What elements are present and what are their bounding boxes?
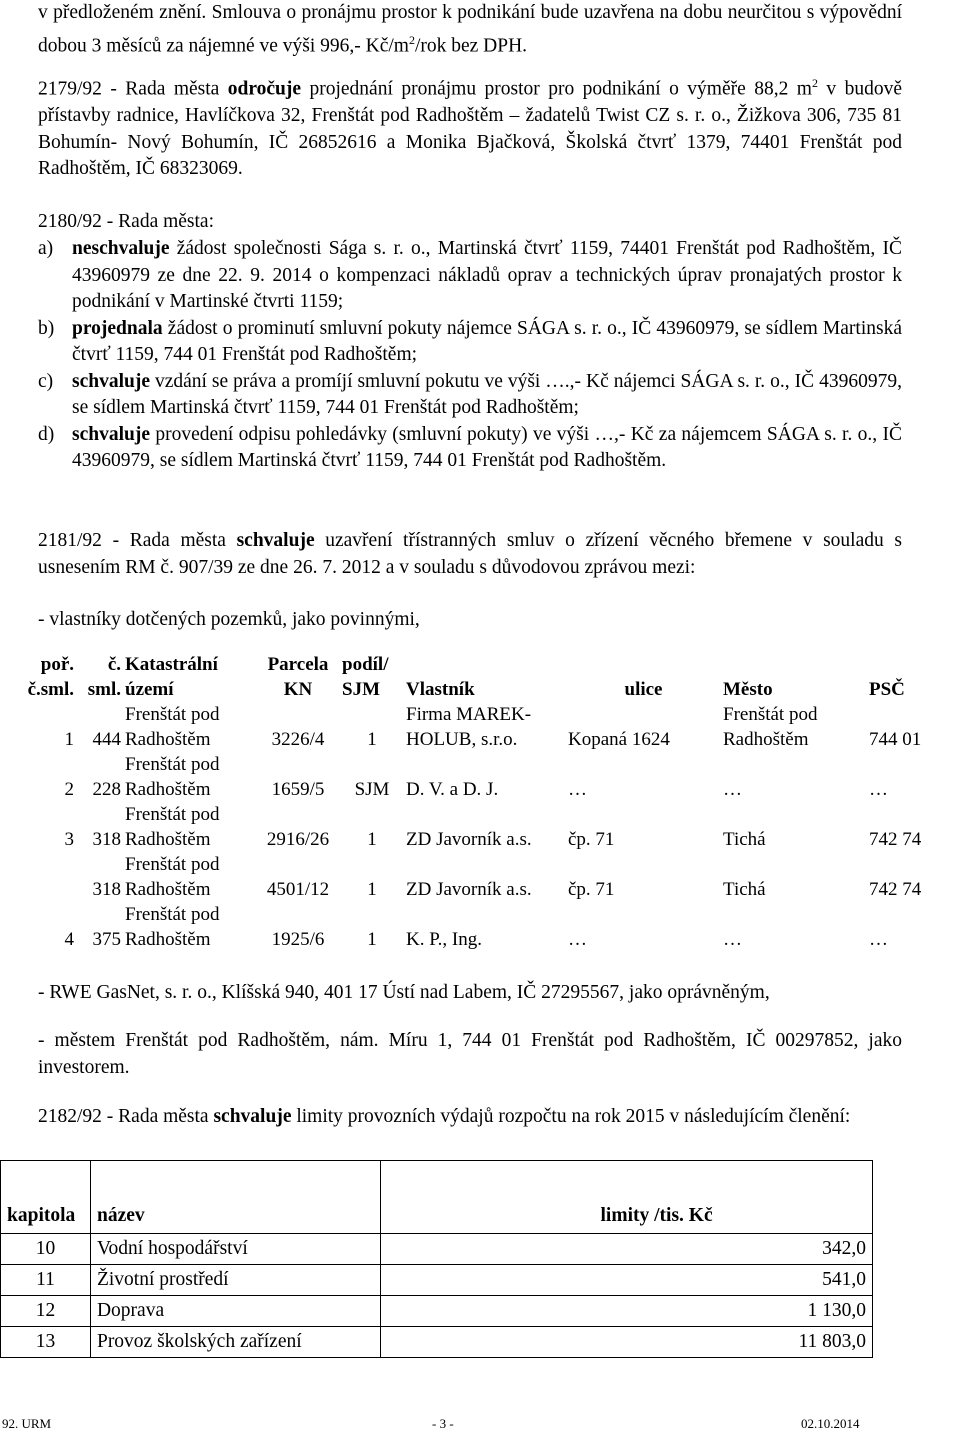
table-row xyxy=(0,702,960,752)
cell: Doprava xyxy=(90,1296,380,1327)
cell: … xyxy=(568,779,587,800)
header-cell: název xyxy=(90,1161,380,1234)
cadastral-table xyxy=(0,652,960,952)
item-text: provedení odpisu pohledávky (smluvní pokuty) ve výši …,- Kč za nájemcem SÁGA s. r. o., IČ 43960979, se sídlem Martinská čtvrť 1159, 744 01 Frenštát pod Radhoštěm. xyxy=(72,423,902,471)
party-line-city: - městem Frenštát pod Radhoštěm, nám. Míru 1, 744 01 Frenštát pod Radhoštěm, IČ 00297852, jako investorem. xyxy=(38,1030,902,1078)
cell: 3226/4 xyxy=(271,729,325,750)
cell: 1 xyxy=(367,829,377,850)
cell: 4 xyxy=(64,929,74,950)
resolution-2179-number: 2179/92 - Rada města xyxy=(38,78,228,100)
cell: čp. 71 xyxy=(568,879,615,900)
header-cell: Město xyxy=(723,679,773,700)
resolution-2181 xyxy=(38,528,902,581)
cell: 744 01 xyxy=(869,729,922,750)
cell: Životní prostředí xyxy=(90,1265,380,1296)
cell: 12 xyxy=(1,1296,91,1327)
intro-text: v předloženém znění. Smlouva o pronájmu prostor k podnikání bude uzavřena na dobu neurčitou s výpovědní dobou 3 měsíců za nájemné ve výši 996,- Kč/m xyxy=(38,2,902,56)
table-row xyxy=(0,802,960,852)
cell: 3 xyxy=(64,829,74,850)
header-cell: Katastrální území xyxy=(125,654,218,700)
item-label: c) xyxy=(38,370,54,392)
resolution-2182-number: 2182/92 - Rada města xyxy=(38,1106,214,1127)
resolution-2179-sup: 2 xyxy=(811,76,818,90)
item-verb: neschvaluje xyxy=(72,238,170,259)
resolution-2182-text: limity provozních výdajů rozpočtu na rok 2015 v následujícím členění: xyxy=(291,1106,851,1127)
intro-paragraph xyxy=(38,0,902,60)
intro-sup: 2 xyxy=(408,32,415,47)
header-cell: ulice xyxy=(624,679,663,700)
header-cell: PSČ xyxy=(869,679,905,700)
cell: SJM xyxy=(354,779,390,800)
table-row xyxy=(0,752,960,802)
cell: … xyxy=(723,779,742,800)
resolution-2182 xyxy=(38,1104,902,1131)
cell: 375 xyxy=(92,929,121,950)
cell: 742 74 xyxy=(869,829,922,850)
header-cell: č. sml. xyxy=(87,654,121,700)
list-item xyxy=(38,316,902,369)
item-verb: schvaluje xyxy=(72,370,150,392)
intro-end: /rok bez DPH. xyxy=(414,35,528,56)
cell: 541,0 xyxy=(380,1265,872,1296)
list-item xyxy=(38,369,902,422)
cell: 1 xyxy=(367,729,377,750)
footer-page-number: - 3 - xyxy=(432,1416,454,1431)
cell: ZD Javorník a.s. xyxy=(406,879,532,900)
cell: Vodní hospodářství xyxy=(90,1234,380,1265)
cell: 11 xyxy=(1,1265,91,1296)
cell: 13 xyxy=(1,1327,91,1358)
table-row xyxy=(1,1327,873,1358)
cell: Frenštát pod Radhoštěm xyxy=(125,854,220,900)
table-row xyxy=(0,902,960,952)
cell: 4501/12 xyxy=(266,879,330,900)
cell: Firma MAREK-HOLUB, s.r.o. xyxy=(406,704,532,750)
table-row xyxy=(0,852,960,902)
cell: 1 130,0 xyxy=(380,1296,872,1327)
cell: 318 xyxy=(92,879,121,900)
resolution-2179-verb: odročuje xyxy=(227,78,302,100)
cell: D. V. a D. J. xyxy=(406,779,499,800)
resolution-2180-heading: 2180/92 - Rada města: xyxy=(38,211,215,232)
header-cell: kapitola xyxy=(1,1161,91,1234)
cell: 1925/6 xyxy=(271,929,325,950)
cell: … xyxy=(568,929,587,950)
cell: 1 xyxy=(367,879,377,900)
footer-date: 02.10.2014 xyxy=(801,1416,860,1431)
header-cell: Parcela KN xyxy=(267,654,329,700)
resolution-2182-verb: schvaluje xyxy=(213,1106,292,1127)
resolution-2181-verb: schvaluje xyxy=(236,530,315,551)
limits-table xyxy=(0,1160,873,1358)
cell: Frenštát pod Radhoštěm xyxy=(125,904,220,950)
resolution-2179-text1: projednání pronájmu prostor pro podnikání o výměře 88,2 m xyxy=(301,78,812,100)
cell: K. P., Ing. xyxy=(406,929,483,950)
cell: 342,0 xyxy=(380,1234,872,1265)
cell: 444 xyxy=(92,729,121,750)
list-item xyxy=(38,422,902,475)
header-cell: Vlastník xyxy=(406,679,475,700)
cell: Frenštát pod Radhoštěm xyxy=(125,704,220,750)
cell: Tichá xyxy=(723,829,766,850)
item-text: žádost společnosti Sága s. r. o., Martinská čtvrť 1159, 74401 Frenštát pod Radhoštěm, IČ 43960979 ze dne 22. 9. 2014 o kompenzaci nákladů oprav a technických úprav pronajatých prostor k podnikání v Martinské čtvrti 1159; xyxy=(72,238,902,312)
cell: Frenštát pod Radhoštěm xyxy=(723,704,818,750)
cell: … xyxy=(869,929,888,950)
cell: 2916/26 xyxy=(266,829,330,850)
table-row xyxy=(1,1296,873,1327)
item-text: žádost o prominutí smluvní pokuty nájemce SÁGA s. r. o., IČ 43960979, se sídlem Martinská čtvrť 1159, 744 01 Frenštát pod Radhoštěm; xyxy=(72,317,902,365)
resolution-2179 xyxy=(38,70,902,183)
cell: 1659/5 xyxy=(271,779,325,800)
table-header-row xyxy=(1,1161,873,1234)
cell: 11 803,0 xyxy=(380,1327,872,1358)
cell: 318 xyxy=(92,829,121,850)
cell: Kopaná 1624 xyxy=(568,729,670,750)
resolution-2181-text: uzavření třístranných smluv o zřízení věcného břemene v souladu s usnesením RM č. 907/39 ze dne 26. 7. 2012 a v souladu s důvodovou zprávou mezi: xyxy=(38,530,902,578)
cell xyxy=(0,852,76,902)
cell: 2 xyxy=(64,779,74,800)
table-row xyxy=(1,1265,873,1296)
cell: 1 xyxy=(367,929,377,950)
cell: … xyxy=(723,929,742,950)
cell: 10 xyxy=(1,1234,91,1265)
cell: 228 xyxy=(92,779,121,800)
cell: Frenštát pod Radhoštěm xyxy=(125,754,220,800)
cell: Frenštát pod Radhoštěm xyxy=(125,804,220,850)
header-cell: podíl/ SJM xyxy=(342,654,389,700)
cell: Provoz školských zařízení xyxy=(90,1327,380,1358)
cell: Tichá xyxy=(723,879,766,900)
item-label: a) xyxy=(38,238,54,259)
cell: čp. 71 xyxy=(568,829,615,850)
item-verb: projednala xyxy=(72,317,163,339)
item-label: d) xyxy=(38,423,55,445)
item-verb: schvaluje xyxy=(72,423,150,445)
cell: ZD Javorník a.s. xyxy=(406,829,532,850)
item-text: vzdání se práva a promíjí smluvní pokutu ve výši ….,- Kč nájemci SÁGA s. r. o., IČ 43960979, se sídlem Martinská čtvrť 1159, 744 01 Frenštát pod Radhoštěm; xyxy=(72,370,902,418)
party-line-rwe: - RWE GasNet, s. r. o., Klíšská 940, 401 17 Ústí nad Labem, IČ 27295567, jako oprávněným, xyxy=(38,982,770,1003)
resolution-2181-number: 2181/92 - Rada města xyxy=(38,530,237,551)
header-cell: poř. č.sml. xyxy=(27,654,74,700)
cell: 742 74 xyxy=(869,879,922,900)
footer-left: 92. URM xyxy=(2,1416,52,1431)
cell: 1 xyxy=(64,729,74,750)
cell: … xyxy=(869,779,888,800)
list-item xyxy=(38,236,902,316)
header-cell: limity /tis. Kč xyxy=(380,1161,872,1234)
table-header-row xyxy=(0,652,960,702)
resolution-2179-text2: v budově přístavby radnice, Havlíčkova 32, Frenštát pod Radhoštěm – žadatelů Twist CZ s. r. o., Žižkova 306, 735 81 Bohumín- Nový Bohumín, IČ 26852616 a Monika Bjačková, Školská čtvrť 1379, 74401 Frenštát pod Radhoštěm, IČ 68323069. xyxy=(38,78,902,179)
item-label: b) xyxy=(38,317,55,339)
owners-line: - vlastníky dotčených pozemků, jako povinnými, xyxy=(38,609,420,630)
resolution-2180-list xyxy=(38,236,902,475)
table-row xyxy=(1,1234,873,1265)
